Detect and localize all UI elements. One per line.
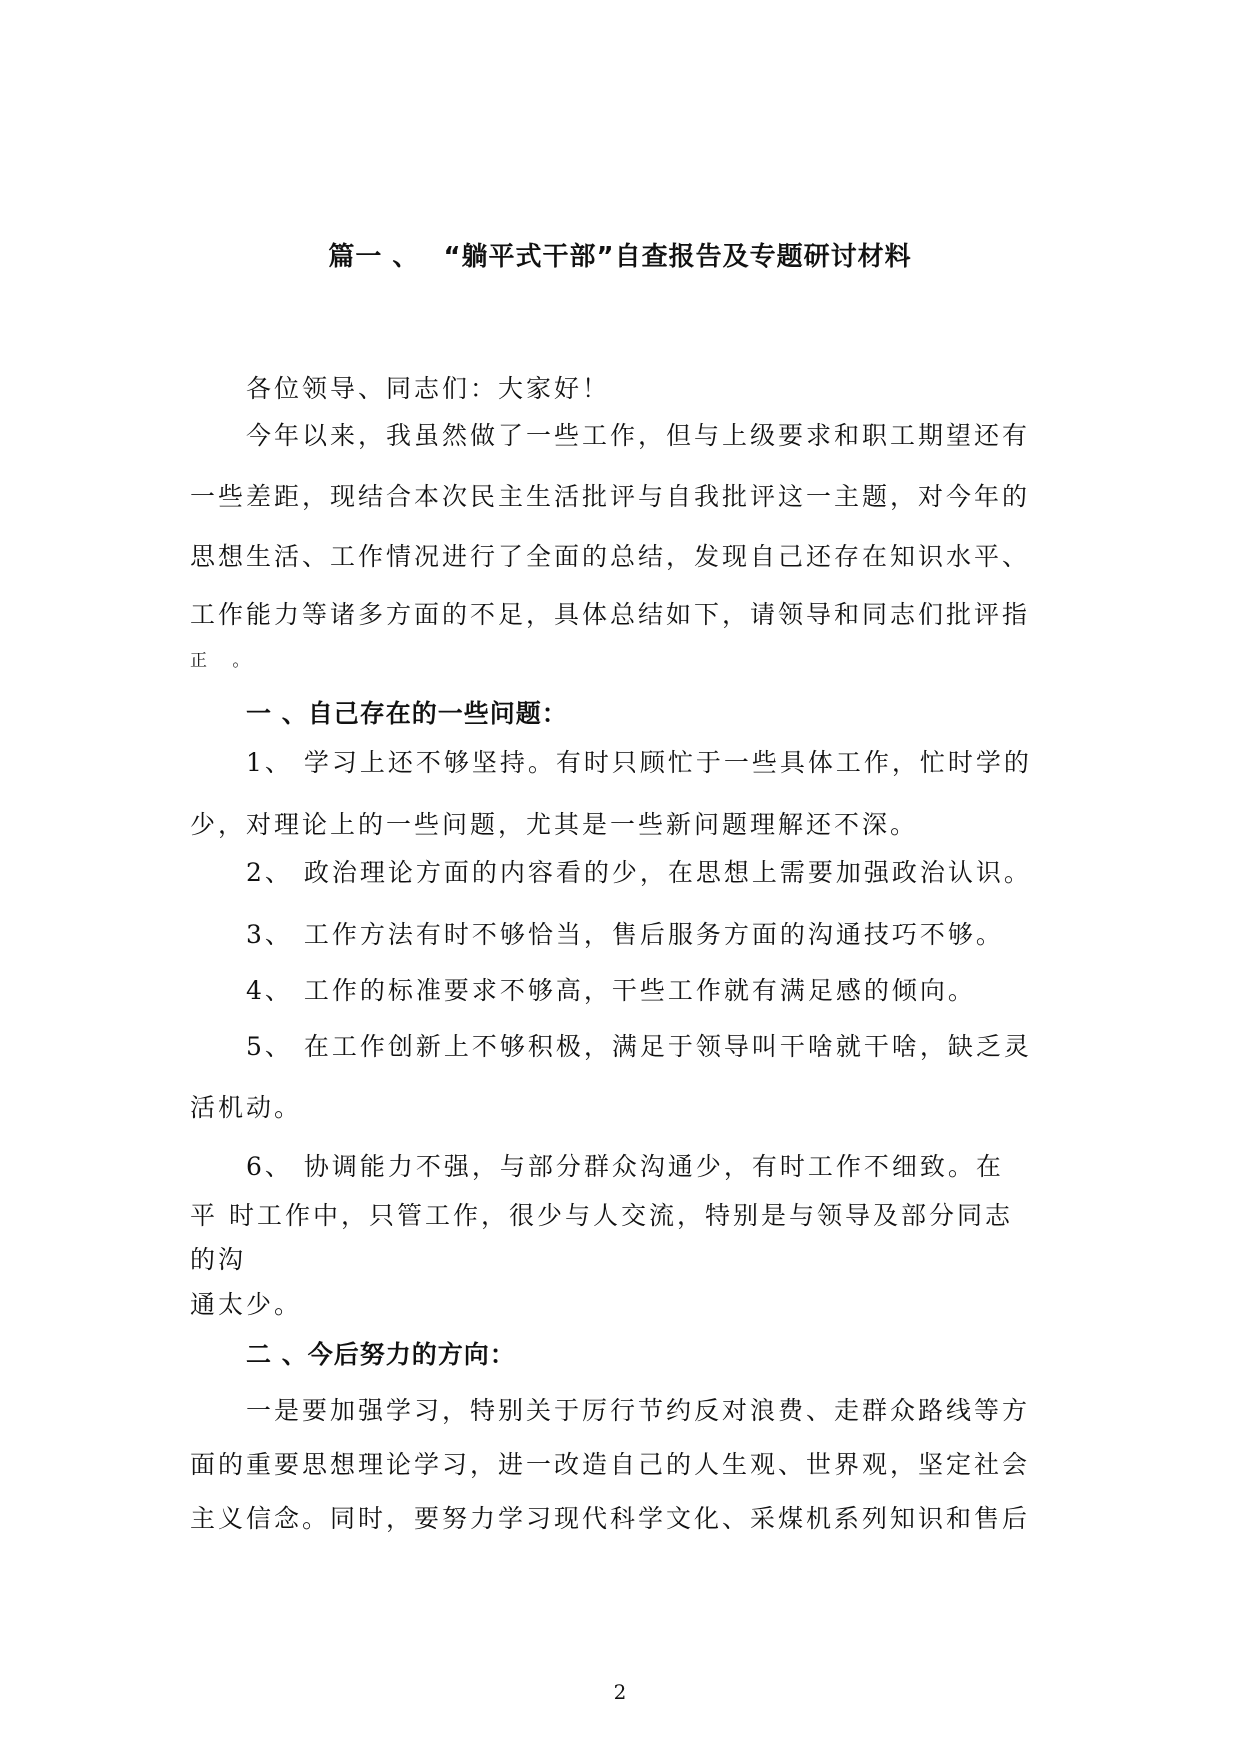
problem-line: 平 时工作中，只管工作，很少与人交流，特别是与领导及部分同志 xyxy=(190,1201,1013,1230)
problem-line: 4、 工作的标准要求不够高，干些工作就有满足感的倾向。 xyxy=(246,976,976,1005)
intro-line: 思想生活、工作情况进行了全面的总结，发现自己还存在知识水平、 xyxy=(190,542,1031,571)
direction-line: 面的重要思想理论学习，进一改造自己的人生观、世界观，坚定社会 xyxy=(190,1450,1031,1479)
problem-line: 少，对理论上的一些问题，尤其是一些新问题理解还不深。 xyxy=(190,810,919,839)
problem-line: 活机动。 xyxy=(190,1093,303,1122)
problem-line: 的沟 xyxy=(190,1245,247,1274)
section-heading: 二 、今后努力的方向： xyxy=(246,1340,516,1369)
document-title: 篇一 、 “躺平式干部”自查报告及专题研讨材料 xyxy=(328,242,912,272)
intro-line: 一些差距，现结合本次民主生活批评与自我批评这一主题，对今年的 xyxy=(190,482,1031,511)
problem-line: 2、 政治理论方面的内容看的少，在思想上需要加强政治认识。 xyxy=(246,858,1032,887)
intro-line: 正 。 xyxy=(190,651,260,671)
problem-line: 通太少。 xyxy=(190,1290,303,1319)
problem-line: 3、 工作方法有时不够恰当，售后服务方面的沟通技巧不够。 xyxy=(246,920,1004,949)
problem-line: 1、 学习上还不够坚持。有时只顾忙于一些具体工作，忙时学的 xyxy=(246,748,1032,777)
page-number: 2 xyxy=(613,1680,627,1704)
problem-line: 6、 协调能力不强，与部分群众沟通少，有时工作不细致。在 xyxy=(246,1152,1004,1181)
greeting: 各位领导、同志们：大家好！ xyxy=(246,374,611,403)
section-heading: 一 、自己存在的一些问题： xyxy=(246,699,568,728)
intro-line: 今年以来，我虽然做了一些工作，但与上级要求和职工期望还有 xyxy=(246,421,1031,450)
intro-line: 工作能力等诸多方面的不足，具体总结如下，请领导和同志们批评指 xyxy=(190,600,1031,629)
direction-line: 主义信念。同时，要努力学习现代科学文化、采煤机系列知识和售后 xyxy=(190,1504,1031,1533)
direction-line: 一是要加强学习，特别关于厉行节约反对浪费、走群众路线等方 xyxy=(246,1396,1031,1425)
problem-line: 5、 在工作创新上不够积极，满足于领导叫干啥就干啥，缺乏灵 xyxy=(246,1032,1032,1061)
